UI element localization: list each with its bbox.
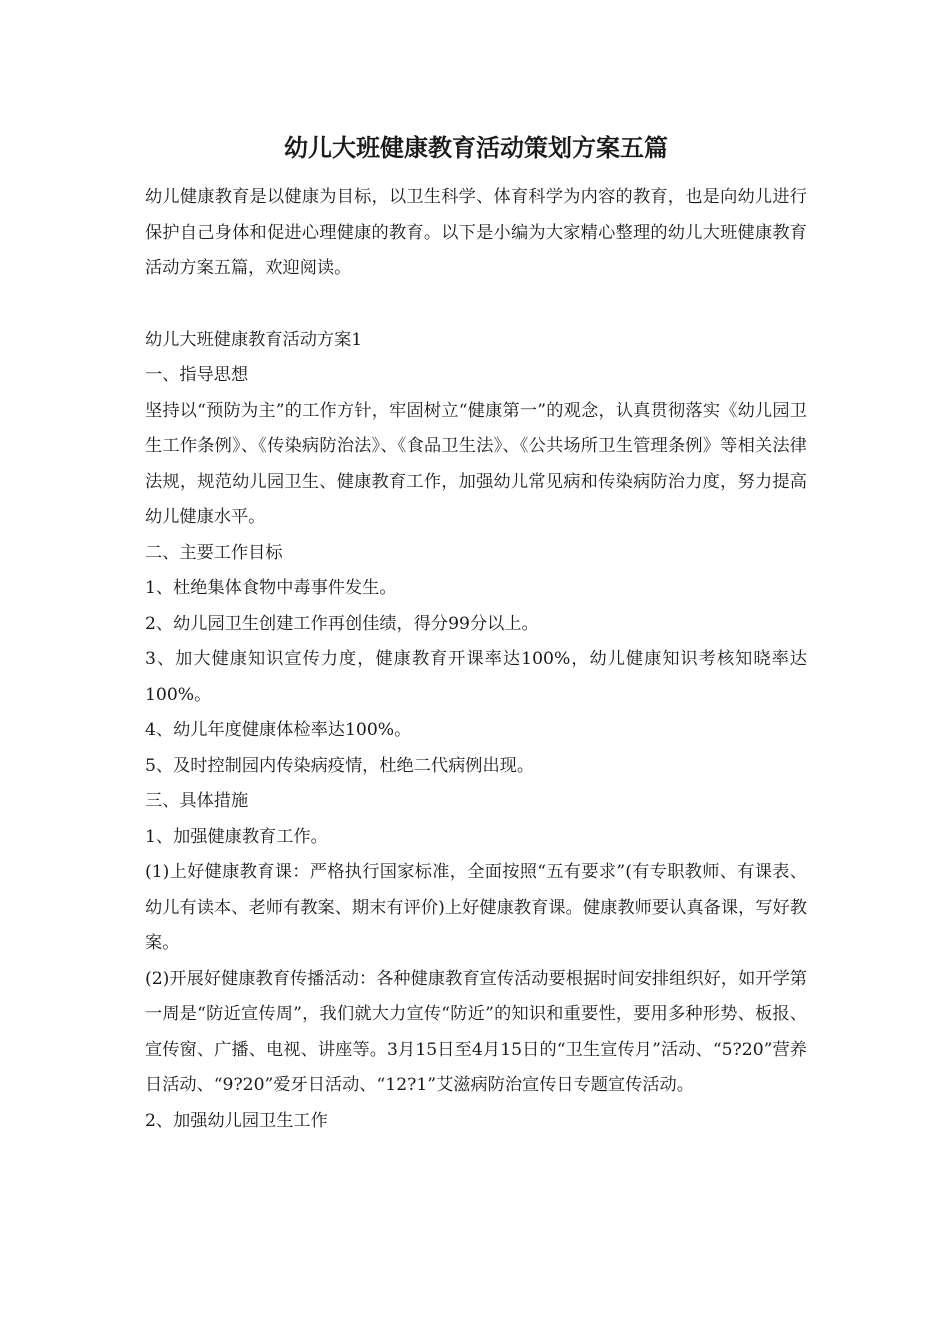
section-heading-main-goals: 二、主要工作目标 <box>145 542 283 563</box>
document-title: 幼儿大班健康教育活动策划方案五篇 <box>284 133 668 162</box>
intro-paragraph: 幼儿健康教育是以健康为目标，以卫生科学、体育科学为内容的教育，也是向幼儿进行保护自己身体和促进心理健康的教育。以下是小编为大家精心整理的幼儿大班健康教育活动方案五篇，欢迎阅读。 <box>145 187 807 278</box>
list-item: 2、加强幼儿园卫生工作 <box>145 1110 328 1131</box>
paragraph-spacer <box>145 287 807 323</box>
list-item: 1、加强健康教育工作。 <box>145 826 328 847</box>
body-paragraph: 坚持以“预防为主”的工作方针，牢固树立“健康第一”的观念，认真贯彻落实《幼儿园卫生工作条例》、《传染病防治法》、《食品卫生法》、《公共场所卫生管理条例》等相关法律法规，规范幼儿园卫生、健康教育工作，加强幼儿常见病和传染病防治力度，努力提高幼儿健康水平。 <box>145 400 807 527</box>
body-paragraph: (2)开展好健康教育传播活动：各种健康教育宣传活动要根据时间安排组织好，如开学第一周是“防近宣传周”，我们就大力宣传“防近”的知识和重要性，要用多种形势、板报、宣传窗、广播、电视、讲座等。3月15日至4月15日的“卫生宣传月”活动、“5?20”营养日活动、“9?20”爱牙日活动、“12?1”艾滋病防治宣传日专题宣传活动。 <box>145 968 807 1095</box>
section-heading-measures: 三、具体措施 <box>145 791 249 811</box>
list-item: 2、幼儿园卫生创建工作再创佳绩，得分99分以上。 <box>145 613 539 634</box>
list-item: 3、加大健康知识宣传力度，健康教育开课率达100%，幼儿健康知识考核知晓率达100%。 <box>145 649 807 705</box>
section-heading-guiding-ideology: 一、指导思想 <box>145 365 249 385</box>
document-body <box>145 128 807 1139</box>
section-heading-plan-1: 幼儿大班健康教育活动方案1 <box>145 329 363 350</box>
list-item: 1、杜绝集体食物中毒事件发生。 <box>145 578 397 598</box>
list-item: 5、及时控制园内传染病疫情，杜绝二代病例出现。 <box>145 755 535 776</box>
body-paragraph: (1)上好健康教育课：严格执行国家标准，全面按照“五有要求”(有专职教师、有课表、幼儿有读本、老师有教案、期末有评价)上好健康教育课。健康教师要认真备课，写好教案。 <box>145 862 807 953</box>
list-item: 4、幼儿年度健康体检率达100%。 <box>145 720 412 740</box>
